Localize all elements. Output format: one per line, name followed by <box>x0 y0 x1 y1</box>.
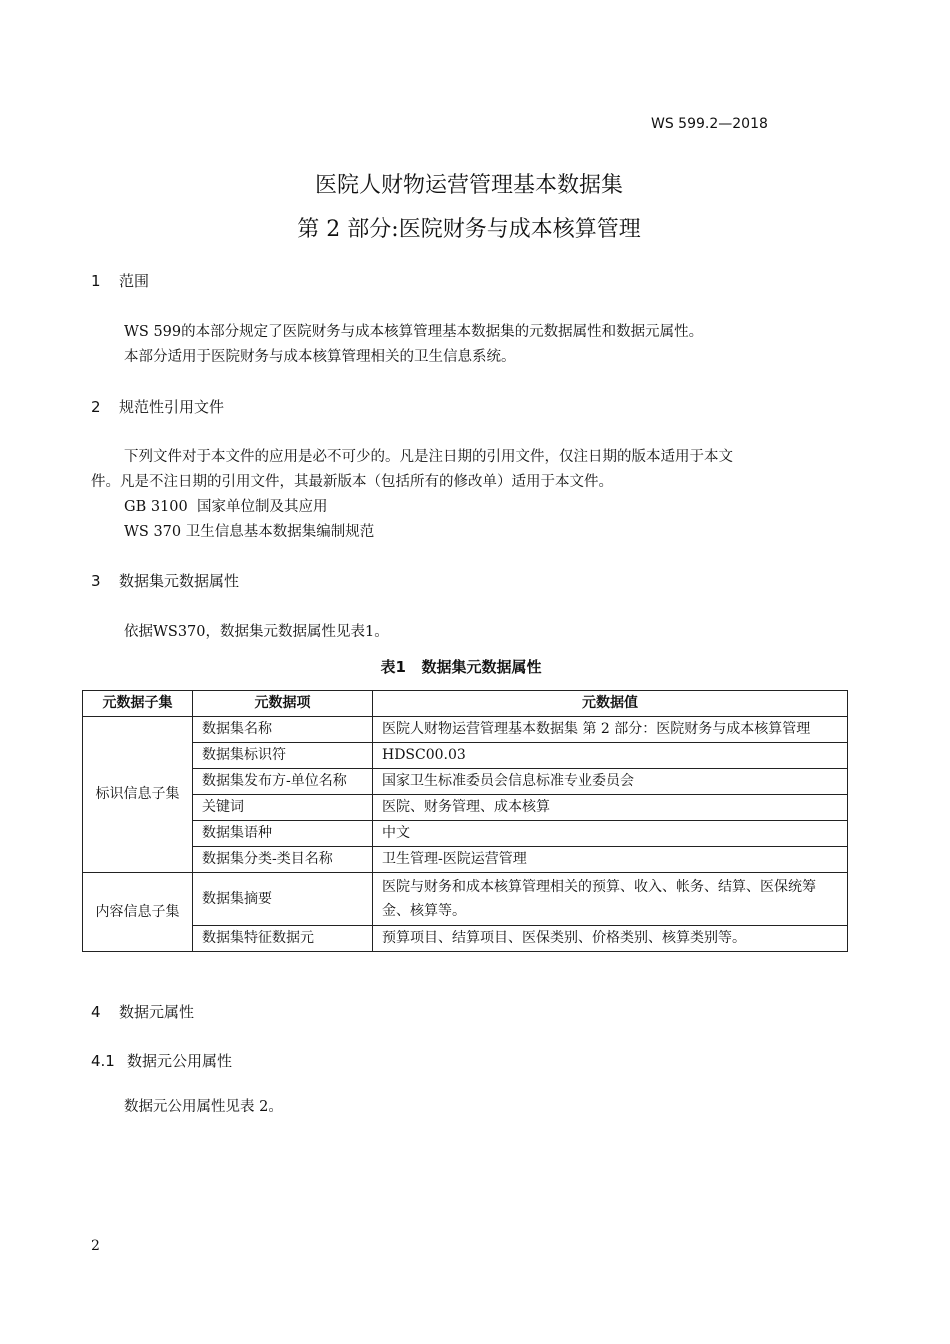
value-cell: 中文 <box>373 821 848 847</box>
value-cell: HDSC00.03 <box>373 743 848 769</box>
column-header: 元数据值 <box>373 691 848 717</box>
section-number: 4 <box>91 1003 101 1021</box>
table-row <box>83 795 848 821</box>
item-cell: 数据集特征数据元 <box>193 926 373 952</box>
paragraph: WS 599的本部分规定了医院财务与成本核算管理基本数据集的元数据属性和数据元属性。 <box>124 324 704 340</box>
standard-code: WS 599.2—2018 <box>651 116 768 132</box>
section-title: 规范性引用文件 <box>119 398 225 416</box>
item-cell: 关键词 <box>193 795 373 821</box>
value-cell: 卫生管理-医院运营管理 <box>373 847 848 873</box>
section-4-heading <box>91 1001 194 1022</box>
item-cell: 数据集语种 <box>193 821 373 847</box>
section-number: 2 <box>91 398 101 416</box>
value-cell: 医院与财务和成本核算管理相关的预算、收入、帐务、结算、医保统筹金、核算等。 <box>373 873 848 926</box>
reference-item: WS 370 卫生信息基本数据集编制规范 <box>124 524 375 540</box>
section-title: 数据元属性 <box>119 1003 195 1021</box>
section-number: 1 <box>91 272 101 290</box>
item-cell: 数据集摘要 <box>193 873 373 926</box>
item-cell: 数据集发布方-单位名称 <box>193 769 373 795</box>
table-caption: 表1 数据集元数据属性 <box>380 658 542 676</box>
table-row <box>83 926 848 952</box>
paragraph-line: 件。凡是不注日期的引用文件，其最新版本（包括所有的修改单）适用于本文件。 <box>91 474 613 490</box>
metadata-table <box>82 690 848 952</box>
section-title: 数据元公用属性 <box>127 1052 233 1070</box>
table-row <box>83 873 848 926</box>
table-header-row <box>83 691 848 717</box>
document-title: 医院人财物运营管理基本数据集 <box>314 173 623 198</box>
section-3-heading <box>91 570 239 591</box>
paragraph: 本部分适用于医院财务与成本核算管理相关的卫生信息系统。 <box>124 349 516 365</box>
paragraph-line: 下列文件对于本文件的应用是必不可少的。凡是注日期的引用文件，仅注日期的版本适用于本文 <box>124 449 733 465</box>
table-row <box>83 743 848 769</box>
item-cell: 数据集分类-类目名称 <box>193 847 373 873</box>
table-row <box>83 847 848 873</box>
value-cell: 医院、财务管理、成本核算 <box>373 795 848 821</box>
section-4-1-heading <box>91 1050 232 1071</box>
section-title: 范围 <box>119 272 150 290</box>
section-title: 数据集元数据属性 <box>119 572 240 590</box>
paragraph: 依据WS370，数据集元数据属性见表1。 <box>124 624 389 640</box>
group-cell: 标识信息子集 <box>83 717 193 873</box>
document-subtitle: 第 2 部分:医院财务与成本核算管理 <box>297 217 641 242</box>
table-row <box>83 769 848 795</box>
table-row <box>83 821 848 847</box>
value-cell: 医院人财物运营管理基本数据集 第 2 部分：医院财务与成本核算管理 <box>373 717 848 743</box>
value-cell: 预算项目、结算项目、医保类别、价格类别、核算类别等。 <box>373 926 848 952</box>
column-header: 元数据项 <box>193 691 373 717</box>
table-row <box>83 717 848 743</box>
section-number: 4.1 <box>91 1052 115 1070</box>
column-header: 元数据子集 <box>83 691 193 717</box>
item-cell: 数据集名称 <box>193 717 373 743</box>
reference-item: GB 3100 国家单位制及其应用 <box>124 499 328 515</box>
paragraph: 数据元公用属性见表 2。 <box>124 1099 283 1115</box>
group-cell: 内容信息子集 <box>83 873 193 952</box>
item-cell: 数据集标识符 <box>193 743 373 769</box>
page-number: 2 <box>91 1238 100 1254</box>
section-1-heading <box>91 270 149 291</box>
value-cell: 国家卫生标准委员会信息标准专业委员会 <box>373 769 848 795</box>
section-number: 3 <box>91 572 101 590</box>
section-2-heading <box>91 396 224 417</box>
